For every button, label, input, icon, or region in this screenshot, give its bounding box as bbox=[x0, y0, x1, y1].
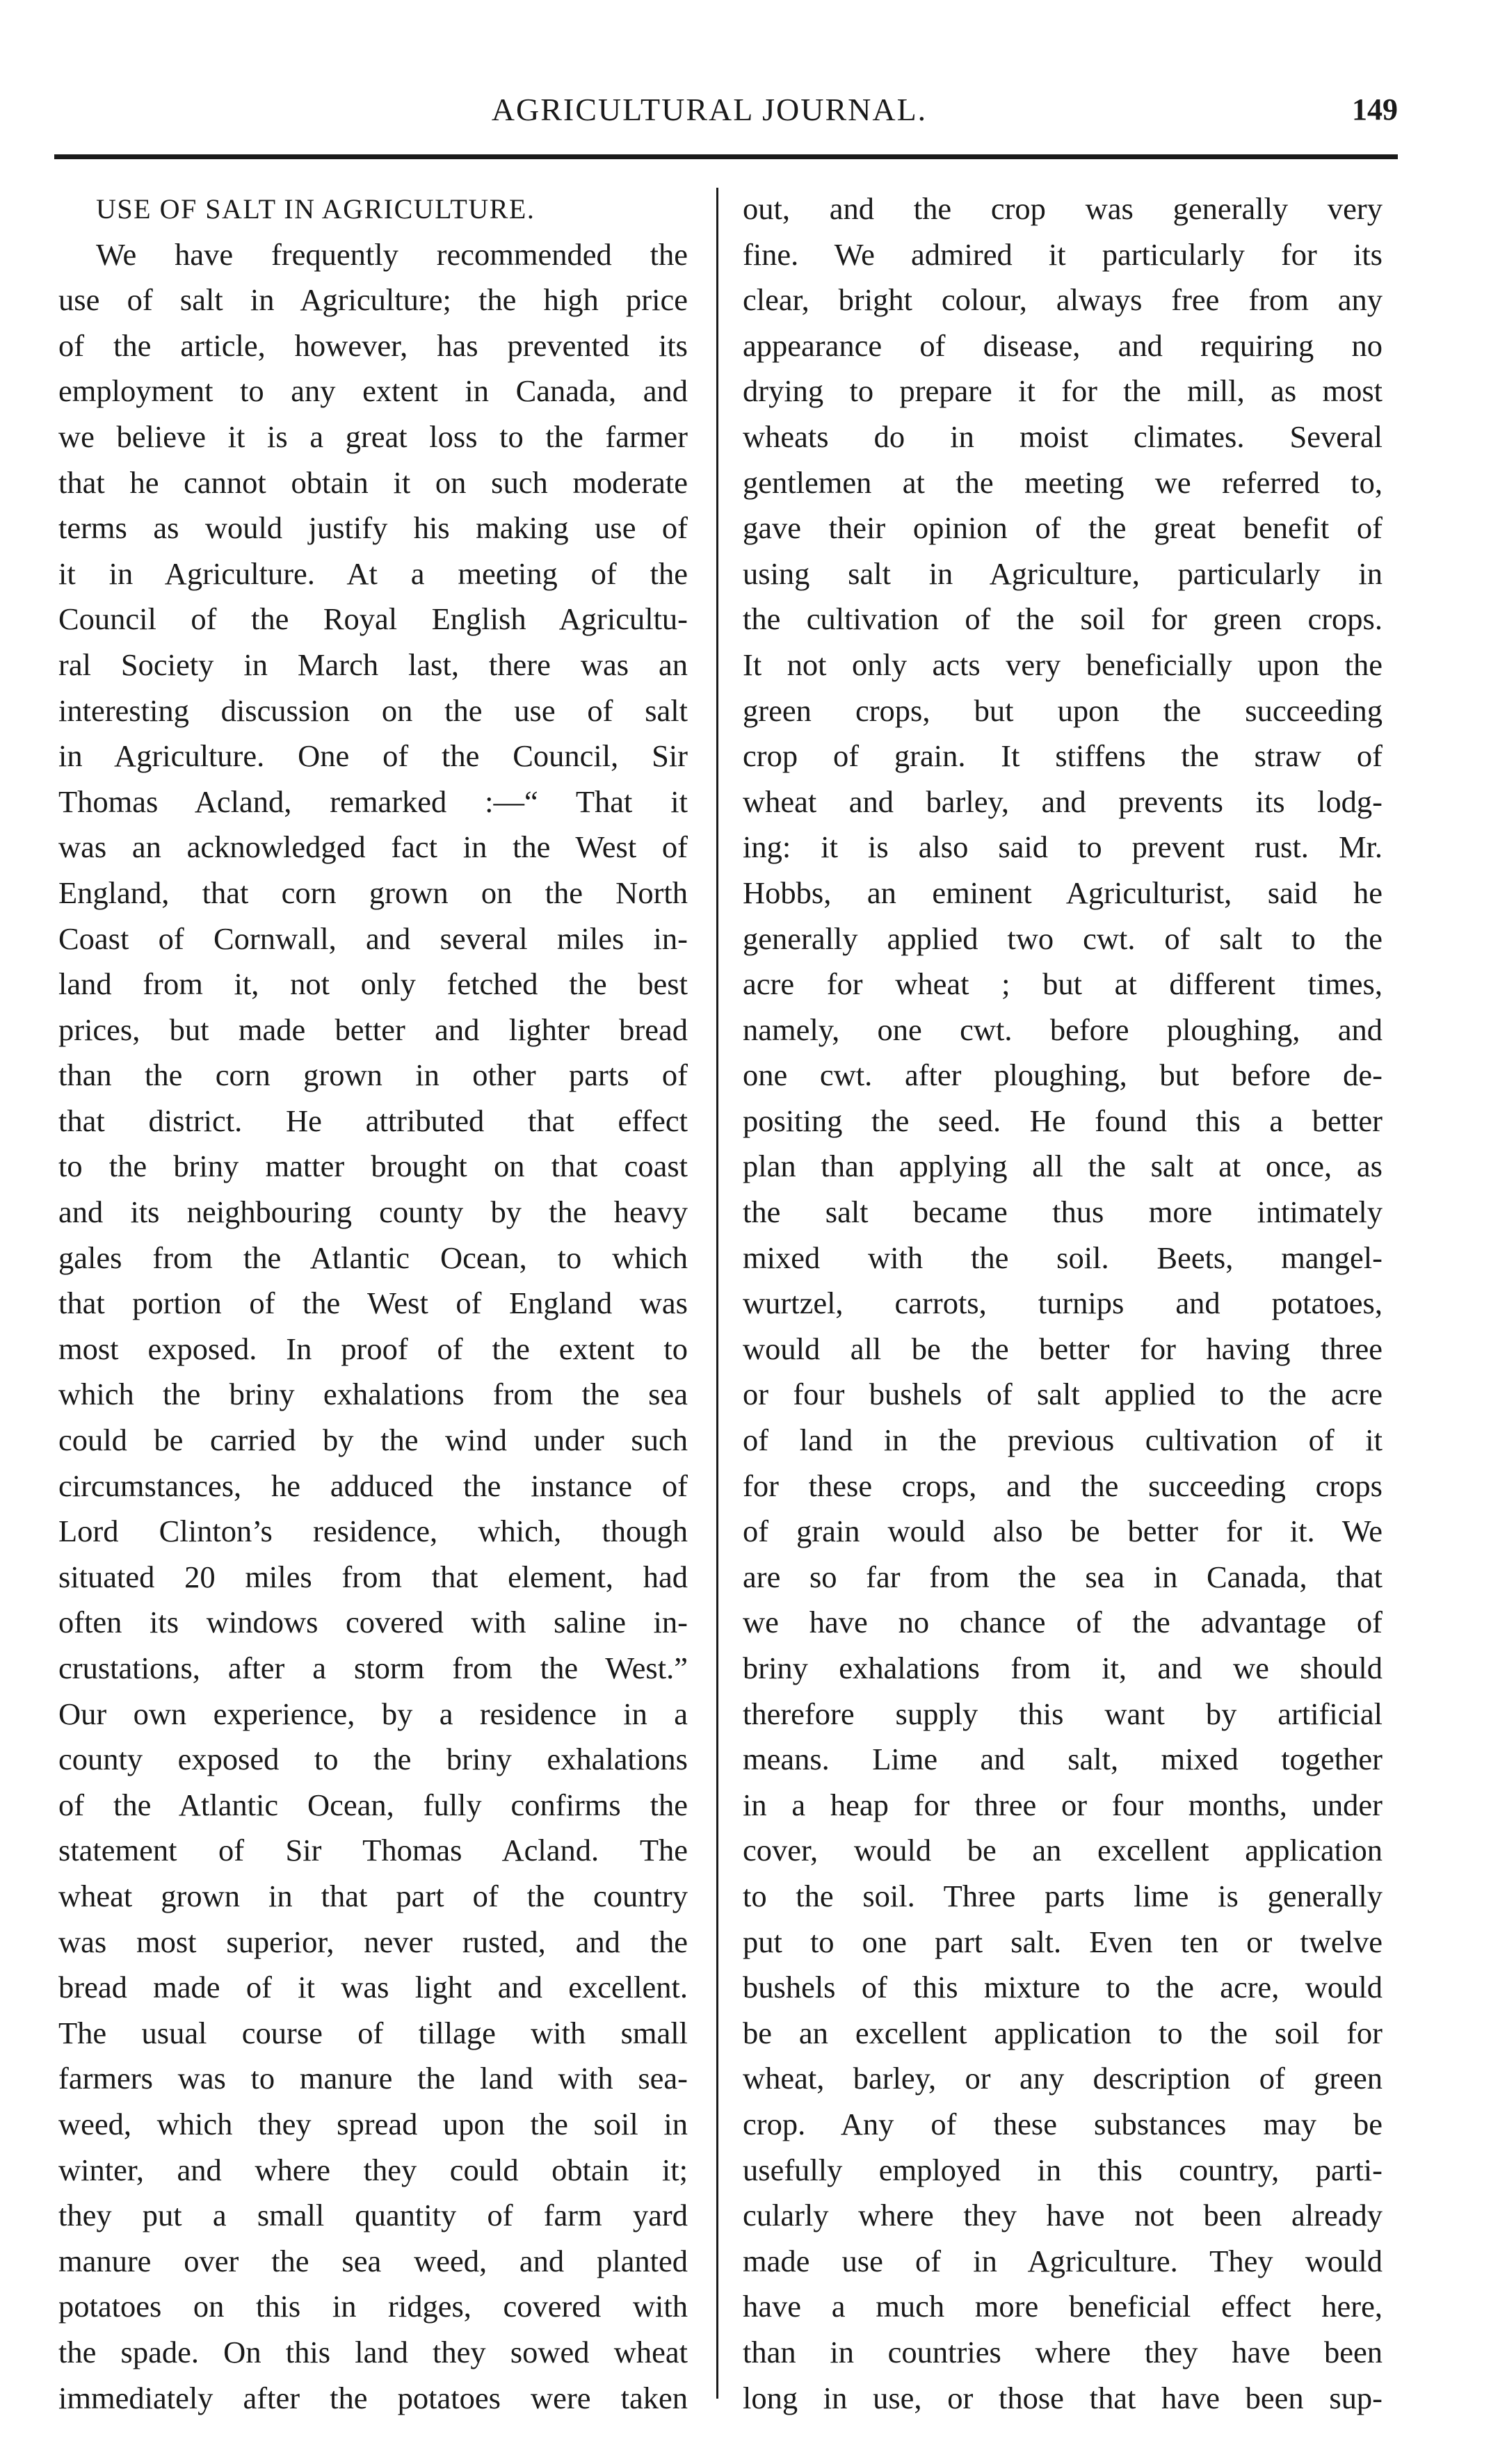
text-line: circumstances, he adduced the instance of bbox=[58, 1468, 688, 1503]
text-line: potatoes on this in ridges, covered with bbox=[58, 2289, 688, 2324]
text-line: the salt became thus more intimately bbox=[743, 1194, 1383, 1230]
text-line: of land in the previous cultivation of it bbox=[743, 1423, 1383, 1458]
text-line: we have no chance of the advantage of bbox=[743, 1605, 1383, 1640]
text-line: using salt in Agriculture, particularly in bbox=[743, 556, 1383, 591]
text-line: prices, but made better and lighter bread bbox=[58, 1012, 688, 1047]
text-line: wheats do in moist climates. Several bbox=[743, 419, 1383, 454]
text-line: immediately after the potatoes were taken bbox=[58, 2380, 688, 2415]
text-line: fine. We admired it particularly for its bbox=[743, 236, 1383, 272]
text-line: in Agriculture. One of the Council, Sir bbox=[58, 738, 688, 774]
text-line: wheat, barley, or any description of green bbox=[743, 2061, 1383, 2096]
text-line: gentlemen at the meeting we referred to, bbox=[743, 464, 1383, 500]
text-line: made use of in Agriculture. They would bbox=[743, 2243, 1383, 2278]
text-line: manure over the sea weed, and planted bbox=[58, 2243, 688, 2278]
text-line: statement of Sir Thomas Acland. The bbox=[58, 1833, 688, 1868]
text-line: that district. He attributed that effect bbox=[58, 1103, 688, 1138]
text-line: wheat grown in that part of the country bbox=[58, 1878, 688, 1913]
text-line: of grain would also be better for it. We bbox=[743, 1514, 1383, 1549]
running-head bbox=[0, 83, 1491, 146]
text-line: county exposed to the briny exhalations bbox=[58, 1742, 688, 1777]
text-line: bushels of this mixture to the acre, would bbox=[743, 1970, 1383, 2005]
text-line: was an acknowledged fact in the West of bbox=[58, 829, 688, 865]
text-line: to the soil. Three parts lime is generally bbox=[743, 1878, 1383, 1913]
text-line: out, and the crop was generally very bbox=[743, 191, 1383, 226]
text-line: than the corn grown in other parts of bbox=[58, 1057, 688, 1093]
text-line: that he cannot obtain it on such moderate bbox=[58, 464, 688, 500]
text-line: of the article, however, has prevented its bbox=[58, 327, 688, 363]
text-line: crop of grain. It stiffens the straw of bbox=[743, 738, 1383, 774]
text-line: Our own experience, by a residence in a bbox=[58, 1696, 688, 1731]
text-line: to the briny matter brought on that coast bbox=[58, 1149, 688, 1184]
text-line: gales from the Atlantic Ocean, to which bbox=[58, 1240, 688, 1275]
text-line: that portion of the West of England was bbox=[58, 1286, 688, 1321]
text-line: Lord Clinton’s residence, which, though bbox=[58, 1514, 688, 1549]
text-line: most exposed. In proof of the extent to bbox=[58, 1331, 688, 1366]
text-line: the spade. On this land they sowed wheat bbox=[58, 2334, 688, 2369]
text-line: and its neighbouring county by the heavy bbox=[58, 1194, 688, 1230]
text-line: mixed with the soil. Beets, mangel- bbox=[743, 1240, 1383, 1275]
text-line: situated 20 miles from that element, had bbox=[58, 1559, 688, 1594]
header-rule bbox=[54, 154, 1398, 159]
text-line: than in countries where they have been bbox=[743, 2334, 1383, 2369]
text-line: in a heap for three or four months, under bbox=[743, 1787, 1383, 1822]
text-line: cover, would be an excellent application bbox=[743, 1833, 1383, 1868]
text-line: briny exhalations from it, and we should bbox=[743, 1651, 1383, 1685]
text-line: Hobbs, an eminent Agriculturist, said he bbox=[743, 875, 1383, 910]
text-line: have a much more beneficial effect here, bbox=[743, 2289, 1383, 2324]
text-line: Coast of Cornwall, and several miles in- bbox=[58, 921, 688, 956]
text-line: positing the seed. He found this a better bbox=[743, 1103, 1383, 1138]
text-line: acre for wheat ; but at different times, bbox=[743, 966, 1383, 1002]
article-heading: USE OF SALT IN AGRICULTURE. bbox=[96, 193, 535, 225]
text-line: for these crops, and the succeeding crops bbox=[743, 1468, 1383, 1503]
text-line: England, that corn grown on the North bbox=[58, 875, 688, 910]
text-line: Council of the Royal English Agricultu- bbox=[58, 601, 688, 637]
text-line: Thomas Acland, remarked :—“ That it bbox=[58, 784, 688, 819]
text-line: winter, and where they could obtain it; bbox=[58, 2152, 688, 2187]
text-line: one cwt. after ploughing, but before de- bbox=[743, 1057, 1383, 1093]
text-line: clear, bright colour, always free from any bbox=[743, 282, 1383, 318]
text-line: drying to prepare it for the mill, as most bbox=[743, 373, 1383, 409]
text-line: it in Agriculture. At a meeting of the bbox=[58, 556, 688, 591]
text-line: appearance of disease, and requiring no bbox=[743, 327, 1383, 363]
text-line: crop. Any of these substances may be bbox=[743, 2106, 1383, 2141]
text-line: use of salt in Agriculture; the high price bbox=[58, 282, 688, 318]
right-column bbox=[743, 186, 1383, 2421]
text-line: wurtzel, carrots, turnips and potatoes, bbox=[743, 1286, 1383, 1321]
text-line: generally applied two cwt. of salt to the bbox=[743, 921, 1383, 956]
left-column bbox=[58, 186, 688, 2421]
text-line: land from it, not only fetched the best bbox=[58, 966, 688, 1002]
text-line: ral Society in March last, there was an bbox=[58, 647, 688, 682]
text-line: often its windows covered with saline in- bbox=[58, 1605, 688, 1640]
text-line: The usual course of tillage with small bbox=[58, 2015, 688, 2050]
text-line: cularly where they have not been already bbox=[743, 2198, 1383, 2233]
column-divider bbox=[716, 188, 718, 2399]
text-line: which the briny exhalations from the sea bbox=[58, 1377, 688, 1412]
text-line: bread made of it was light and excellent. bbox=[58, 1970, 688, 2005]
text-line: gave their opinion of the great benefit of bbox=[743, 510, 1383, 546]
text-line: weed, which they spread upon the soil in bbox=[58, 2106, 688, 2141]
text-line: they put a small quantity of farm yard bbox=[58, 2198, 688, 2233]
text-line: green crops, but upon the succeeding bbox=[743, 692, 1383, 728]
text-line: of the Atlantic Ocean, fully confirms the bbox=[58, 1787, 688, 1822]
text-line: could be carried by the wind under such bbox=[58, 1423, 688, 1458]
text-line: ing: it is also said to prevent rust. Mr. bbox=[743, 829, 1383, 865]
text-line: means. Lime and salt, mixed together bbox=[743, 1742, 1383, 1777]
text-line: was most superior, never rusted, and the bbox=[58, 1924, 688, 1959]
text-line: we believe it is a great loss to the farmer bbox=[58, 419, 688, 454]
text-line: interesting discussion on the use of salt bbox=[58, 692, 688, 728]
text-line: terms as would justify his making use of bbox=[58, 510, 688, 546]
text-line: wheat and barley, and prevents its lodg- bbox=[743, 784, 1383, 819]
text-line: would all be the better for having three bbox=[743, 1331, 1383, 1366]
text-line: farmers was to manure the land with sea- bbox=[58, 2061, 688, 2096]
text-line: the cultivation of the soil for green crops. bbox=[743, 601, 1383, 637]
page-number: 149 bbox=[1352, 92, 1398, 127]
text-line: employment to any extent in Canada, and bbox=[58, 373, 688, 409]
text-line: We have frequently recommended the bbox=[96, 236, 688, 272]
text-line: therefore supply this want by artificial bbox=[743, 1696, 1383, 1731]
text-line: or four bushels of salt applied to the acre bbox=[743, 1377, 1383, 1412]
running-title: AGRICULTURAL JOURNAL. bbox=[491, 92, 928, 127]
text-line: be an excellent application to the soil for bbox=[743, 2015, 1383, 2050]
text-line: plan than applying all the salt at once, as bbox=[743, 1149, 1383, 1184]
text-line: are so far from the sea in Canada, that bbox=[743, 1559, 1383, 1594]
text-line: usefully employed in this country, parti- bbox=[743, 2152, 1383, 2187]
text-line: crustations, after a storm from the West.” bbox=[58, 1651, 688, 1685]
text-line: long in use, or those that have been sup- bbox=[743, 2380, 1383, 2415]
text-line: namely, one cwt. before ploughing, and bbox=[743, 1012, 1383, 1047]
text-line: It not only acts very beneficially upon the bbox=[743, 647, 1383, 682]
text-line: put to one part salt. Even ten or twelve bbox=[743, 1924, 1383, 1959]
